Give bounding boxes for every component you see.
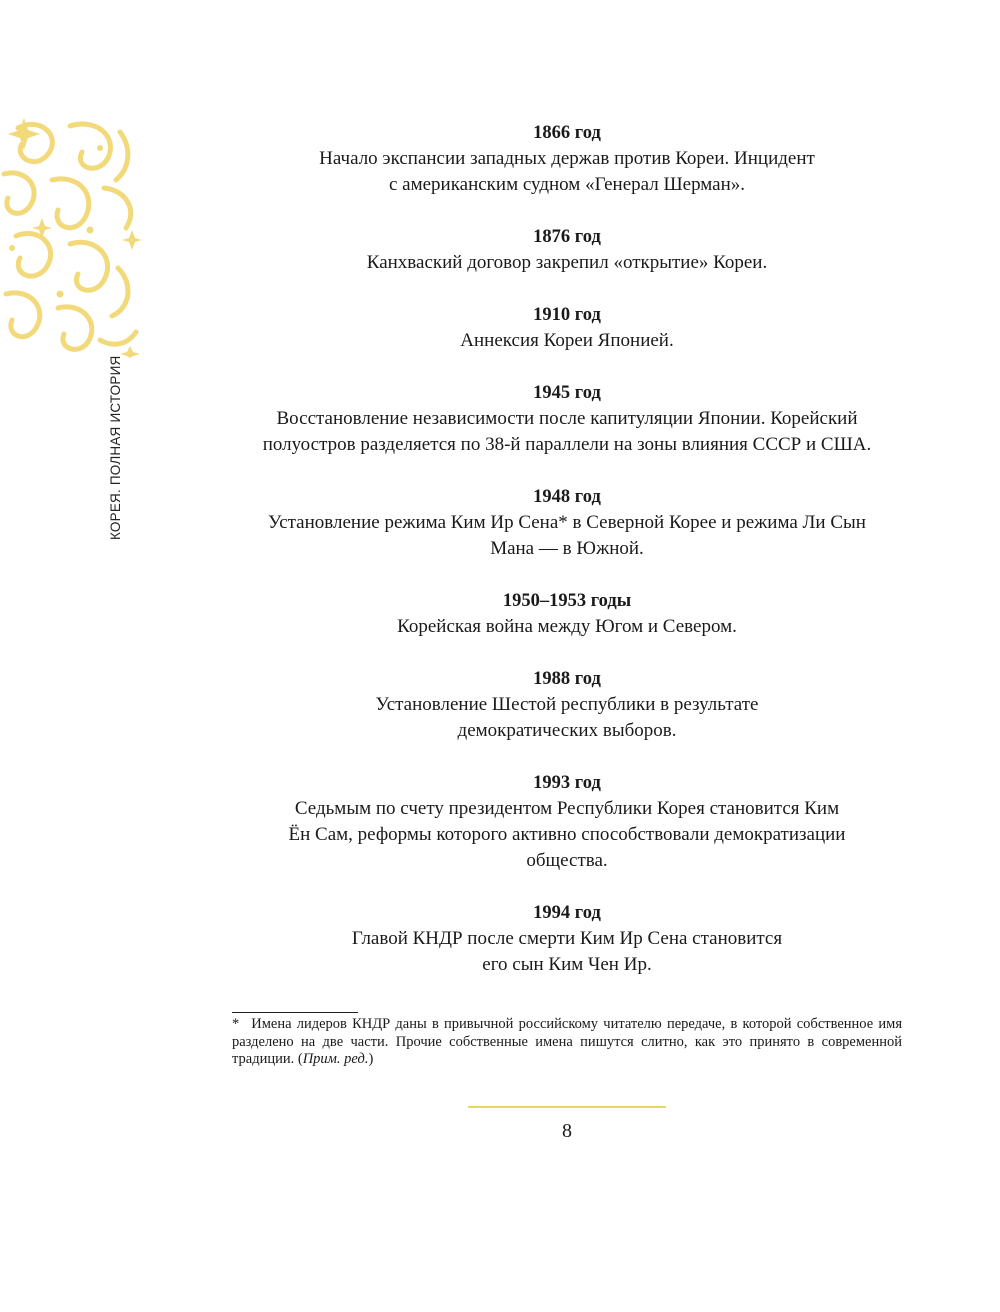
gold-filigree-ornament-icon	[0, 118, 142, 358]
entry-line: полуостров разделяется по 38-й параллели на зоны влияния СССР и США.	[262, 434, 872, 455]
entry-line: Аннексия Кореи Японией.	[460, 330, 674, 351]
timeline-entry	[232, 380, 902, 458]
timeline-entry	[232, 770, 902, 874]
entry-line: Начало экспансии западных держав против Кореи. Инцидент	[319, 148, 815, 169]
entry-line: Восстановление независимости после капитуляции Японии. Корейский	[276, 408, 858, 429]
footnote-divider	[232, 1012, 358, 1013]
timeline	[232, 120, 902, 1004]
entry-year: 1948 год	[533, 487, 601, 507]
timeline-entry	[232, 666, 902, 744]
entry-year: 1910 год	[533, 305, 601, 325]
entry-year: 1950–1953 годы	[502, 591, 632, 611]
footnote	[232, 1016, 902, 1069]
entry-year: 1866 год	[533, 123, 601, 143]
entry-line: Установление Шестой республики в результате	[375, 694, 759, 715]
footnote-marker: *	[232, 1016, 240, 1032]
entry-year: 1876 год	[533, 227, 601, 247]
entry-line: Установление режима Ким Ир Сена* в Северной Корее и режима Ли Сын	[268, 512, 866, 533]
page-number-rule	[468, 1106, 666, 1108]
timeline-entry	[232, 302, 902, 354]
entry-year: 1993 год	[533, 773, 601, 793]
entry-year: 1988 год	[533, 669, 601, 689]
entry-year: 1945 год	[533, 383, 601, 403]
entry-line: Канхваский договор закрепил «открытие» Кореи.	[366, 252, 768, 273]
timeline-entry	[232, 120, 902, 198]
page-number: 8	[562, 1120, 572, 1142]
entry-line: Главой КНДР после смерти Ким Ир Сена становится	[351, 928, 783, 949]
entry-line: его сын Ким Чен Ир.	[482, 954, 652, 975]
entry-line: Седьмым по счету президентом Республики Корея становится Ким	[294, 798, 840, 819]
entry-line: общества.	[526, 850, 608, 871]
timeline-entry	[232, 224, 902, 276]
entry-year: 1994 год	[533, 903, 601, 923]
running-title: КОРЕЯ. ПОЛНАЯ ИСТОРИЯ	[108, 355, 123, 540]
entry-line: Ён Сам, реформы которого активно способствовали демократизации	[288, 824, 846, 845]
footnote-close: )	[368, 1051, 374, 1067]
entry-line: Мана — в Южной.	[490, 538, 644, 559]
timeline-entry	[232, 588, 902, 640]
entry-line: Корейская война между Югом и Севером.	[397, 616, 737, 637]
timeline-entry	[232, 900, 902, 978]
timeline-entry	[232, 484, 902, 562]
editor-note: Прим. ред.	[302, 1051, 369, 1067]
footnote-text: Имена лидеров КНДР даны в привычной российскому читателю передаче, в которой собственное имя разделено на две части. Прочие собственные имена пишутся слитно, как это принято в современной традиции. (	[232, 1016, 902, 1067]
entry-line: с американским судном «Генерал Шерман».	[388, 174, 746, 195]
entry-line: демократических выборов.	[457, 720, 677, 741]
